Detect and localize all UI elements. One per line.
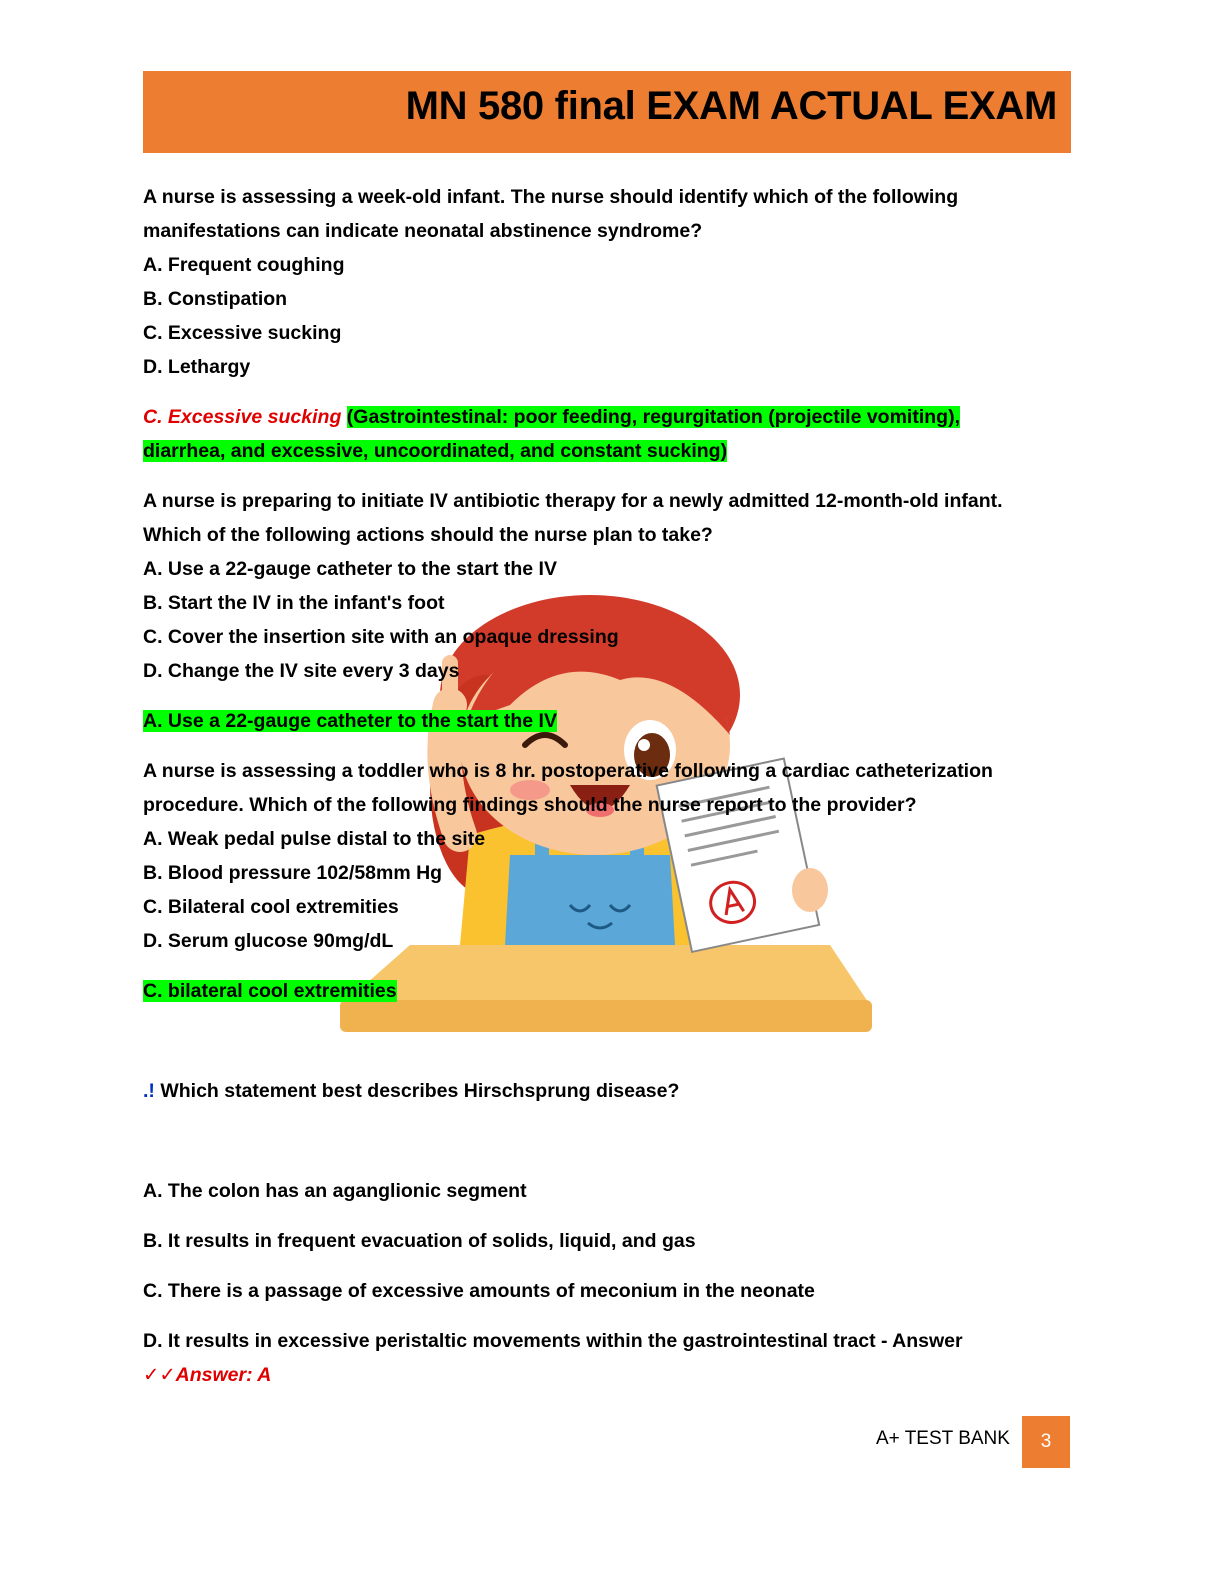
question-2-stem-line1: A nurse is preparing to initiate IV antibiotic therapy for a newly admitted 12-month-old infant.: [143, 490, 1003, 512]
question-2-option-b: B. Start the IV in the infant's foot: [143, 592, 445, 614]
question-1-option-b: B. Constipation: [143, 288, 288, 310]
question-1-answer-line2: [143, 434, 1083, 468]
question-3-option-c: C. Bilateral cool extremities: [143, 896, 399, 918]
question-4-marker: .!: [143, 1080, 155, 1102]
question-1-answer-rationale-line1: (Gastrointestinal: poor feeding, regurgitation (projectile vomiting),: [346, 406, 960, 428]
question-1-option-a: A. Frequent coughing: [143, 254, 345, 276]
question-4-option-d: D. It results in excessive peristaltic movements within the gastrointestinal tract - Answer: [143, 1330, 963, 1352]
question-3-answer: C. bilateral cool extremities: [143, 980, 397, 1002]
question-3-option-b: B. Blood pressure 102/58mm Hg: [143, 862, 443, 884]
question-2-option-d: D. Change the IV site every 3 days: [143, 660, 460, 682]
question-3-option-d: D. Serum glucose 90mg/dL: [143, 930, 394, 952]
question-1-answer-label: C. Excessive sucking: [143, 406, 342, 428]
question-3-stem-line1: A nurse is assessing a toddler who is 8 hr. postoperative following a cardiac catheterization: [143, 760, 993, 782]
question-1-stem-line2: manifestations can indicate neonatal abstinence syndrome?: [143, 220, 703, 242]
question-3-answer-row: [143, 974, 1083, 1008]
header-banner: [143, 71, 1071, 153]
question-1-option-d: D. Lethargy: [143, 356, 251, 378]
question-3-stem-line2: procedure. Which of the following findings should the nurse report to the provider?: [143, 794, 917, 816]
page-title: MN 580 final EXAM ACTUAL EXAM: [405, 84, 1057, 128]
exam-content: [143, 180, 1083, 1392]
question-4-option-a: A. The colon has an aganglionic segment: [143, 1180, 527, 1202]
question-1-answer: [143, 400, 1083, 434]
page-number: 3: [1022, 1416, 1070, 1468]
question-1-option-c: C. Excessive sucking: [143, 322, 342, 344]
question-1-stem-line1: A nurse is assessing a week-old infant. The nurse should identify which of the following: [143, 186, 959, 208]
question-2-answer: A. Use a 22-gauge catheter to the start the IV: [143, 710, 557, 732]
question-4-stem: [143, 1074, 1083, 1108]
question-2-answer-row: [143, 704, 1083, 738]
footer-label: A+ TEST BANK: [876, 1428, 1010, 1449]
question-1-answer-rationale-line2: diarrhea, and excessive, uncoordinated, and constant sucking): [143, 440, 728, 462]
question-4-stem-text: Which statement best describes Hirschsprung disease?: [154, 1080, 680, 1102]
question-4-answer: ✓✓Answer: A: [143, 1364, 272, 1386]
question-2-stem-line2: Which of the following actions should the nurse plan to take?: [143, 524, 713, 546]
question-2-option-c: C. Cover the insertion site with an opaque dressing: [143, 626, 619, 648]
question-4-option-b: B. It results in frequent evacuation of solids, liquid, and gas: [143, 1230, 696, 1252]
question-3-option-a: A. Weak pedal pulse distal to the site: [143, 828, 486, 850]
question-2-option-a: A. Use a 22-gauge catheter to the start the IV: [143, 558, 557, 580]
question-4-option-c: C. There is a passage of excessive amounts of meconium in the neonate: [143, 1280, 815, 1302]
